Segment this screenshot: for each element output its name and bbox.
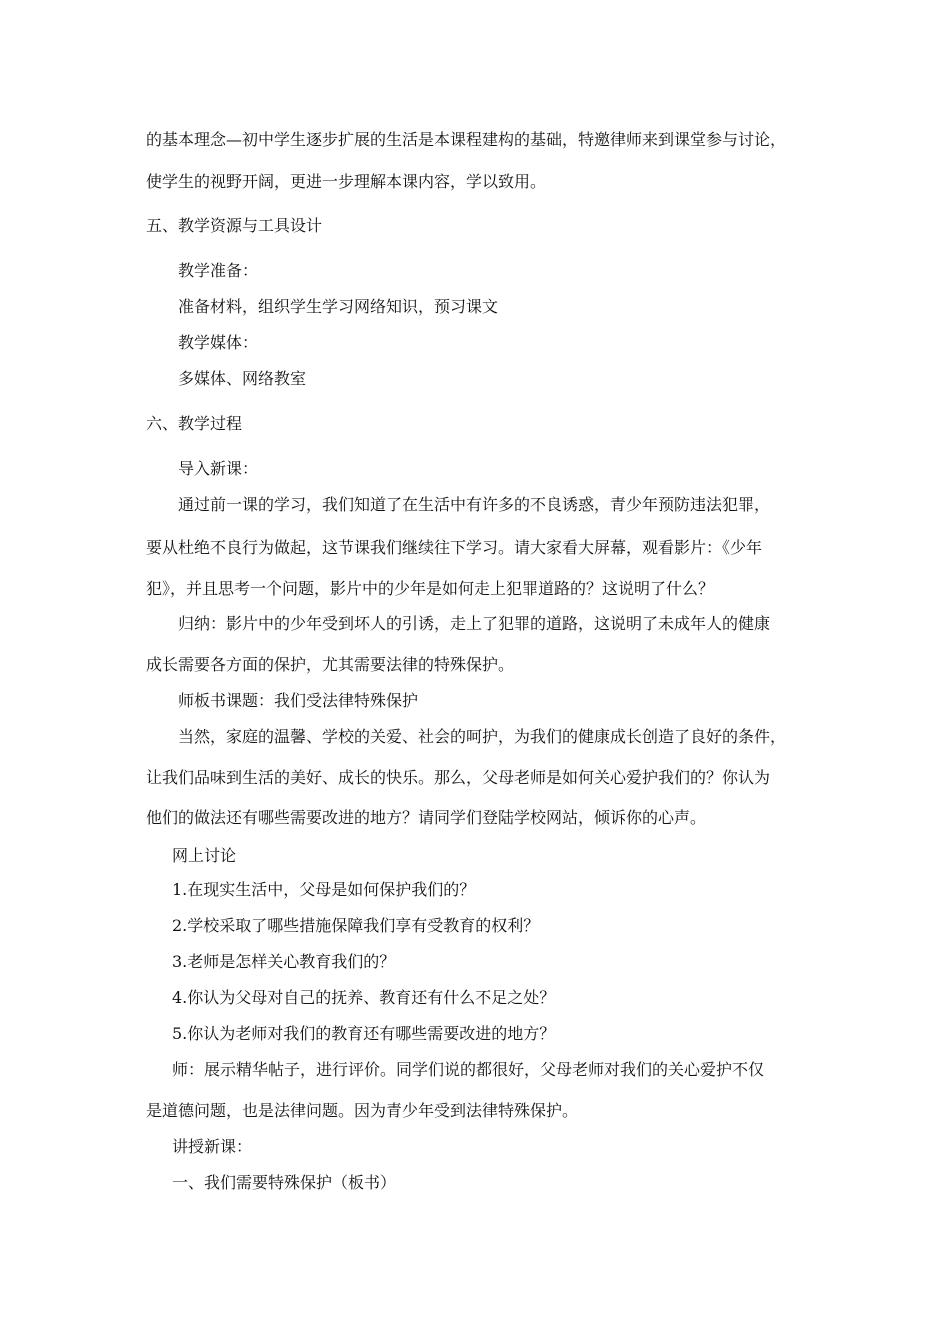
discussion-item-3: 3.老师是怎样关心教育我们的？ xyxy=(172,952,396,971)
paragraph-line-2: 使学生的视野开阔，更进一步理解本课内容，学以致用。 xyxy=(146,172,547,191)
blackboard-title-line: 师板书课题：我们受法律特殊保护 xyxy=(178,691,419,710)
paragraph-line-1: 的基本理念—初中学生逐步扩展的生活是本课程建构的基础，特邀律师来到课堂参与讨论， xyxy=(146,130,787,149)
label-teaching-preparation: 教学准备： xyxy=(178,261,259,280)
paragraph-line-teacher-1: 师：展示精华帖子，进行评价。同学们说的都很好，父母老师对我们的关心爱护不仅 xyxy=(172,1060,765,1079)
paragraph-line-care-2: 让我们品味到生活的美好、成长的快乐。那么，父母老师是如何关心爱护我们的？你认为 xyxy=(146,768,771,787)
section-heading-process: 六、教学过程 xyxy=(146,414,243,433)
section-heading-resources: 五、教学资源与工具设计 xyxy=(146,216,323,235)
paragraph-line-care-1: 当然，家庭的温馨、学校的关爱、社会的呵护，为我们的健康成长创造了良好的条件， xyxy=(178,727,787,746)
paragraph-line-summary-2: 成长需要各方面的保护，尤其需要法律的特殊保护。 xyxy=(146,655,515,674)
paragraph-line-intro-1: 通过前一课的学习，我们知道了在生活中有许多的不良诱惑，青少年预防违法犯罪， xyxy=(178,495,771,514)
discussion-item-1: 1.在现实生活中，父母是如何保护我们的？ xyxy=(172,880,476,899)
label-teaching-media: 教学媒体： xyxy=(178,333,259,352)
paragraph-line-intro-3: 犯》，并且思考一个问题，影片中的少年是如何走上犯罪道路的？这说明了什么？ xyxy=(146,579,715,598)
discussion-item-2: 2.学校采取了哪些措施保障我们享有受教育的权利？ xyxy=(172,916,540,935)
label-online-discussion: 网上讨论 xyxy=(172,846,237,865)
paragraph-line-intro-2: 要从杜绝不良行为做起，这节课我们继续往下学习。请大家看大屏幕，观看影片：《少年 xyxy=(146,538,763,557)
paragraph-line-teacher-2: 是道德问题，也是法律问题。因为青少年受到法律特殊保护。 xyxy=(146,1101,579,1120)
label-new-lesson: 讲授新课： xyxy=(172,1137,253,1156)
discussion-item-5: 5.你认为老师对我们的教育还有哪些需要改进的地方？ xyxy=(172,1024,556,1043)
subheading-special-protection: 一、我们需要特殊保护（板书） xyxy=(172,1173,397,1192)
paragraph-line-care-3: 他们的做法还有哪些需要改进的地方？请同学们登陆学校网站，倾诉你的心声。 xyxy=(146,808,707,827)
paragraph-line-summary-1: 归纳：影片中的少年受到坏人的引诱，走上了犯罪的道路，这说明了未成年人的健康 xyxy=(178,614,771,633)
discussion-item-4: 4.你认为父母对自己的抚养、教育还有什么不足之处？ xyxy=(172,988,556,1007)
teaching-media-text: 多媒体、网络教室 xyxy=(178,369,307,388)
teaching-preparation-text: 准备材料，组织学生学习网络知识，预习课文 xyxy=(178,297,499,316)
label-introduction: 导入新课： xyxy=(178,459,259,478)
